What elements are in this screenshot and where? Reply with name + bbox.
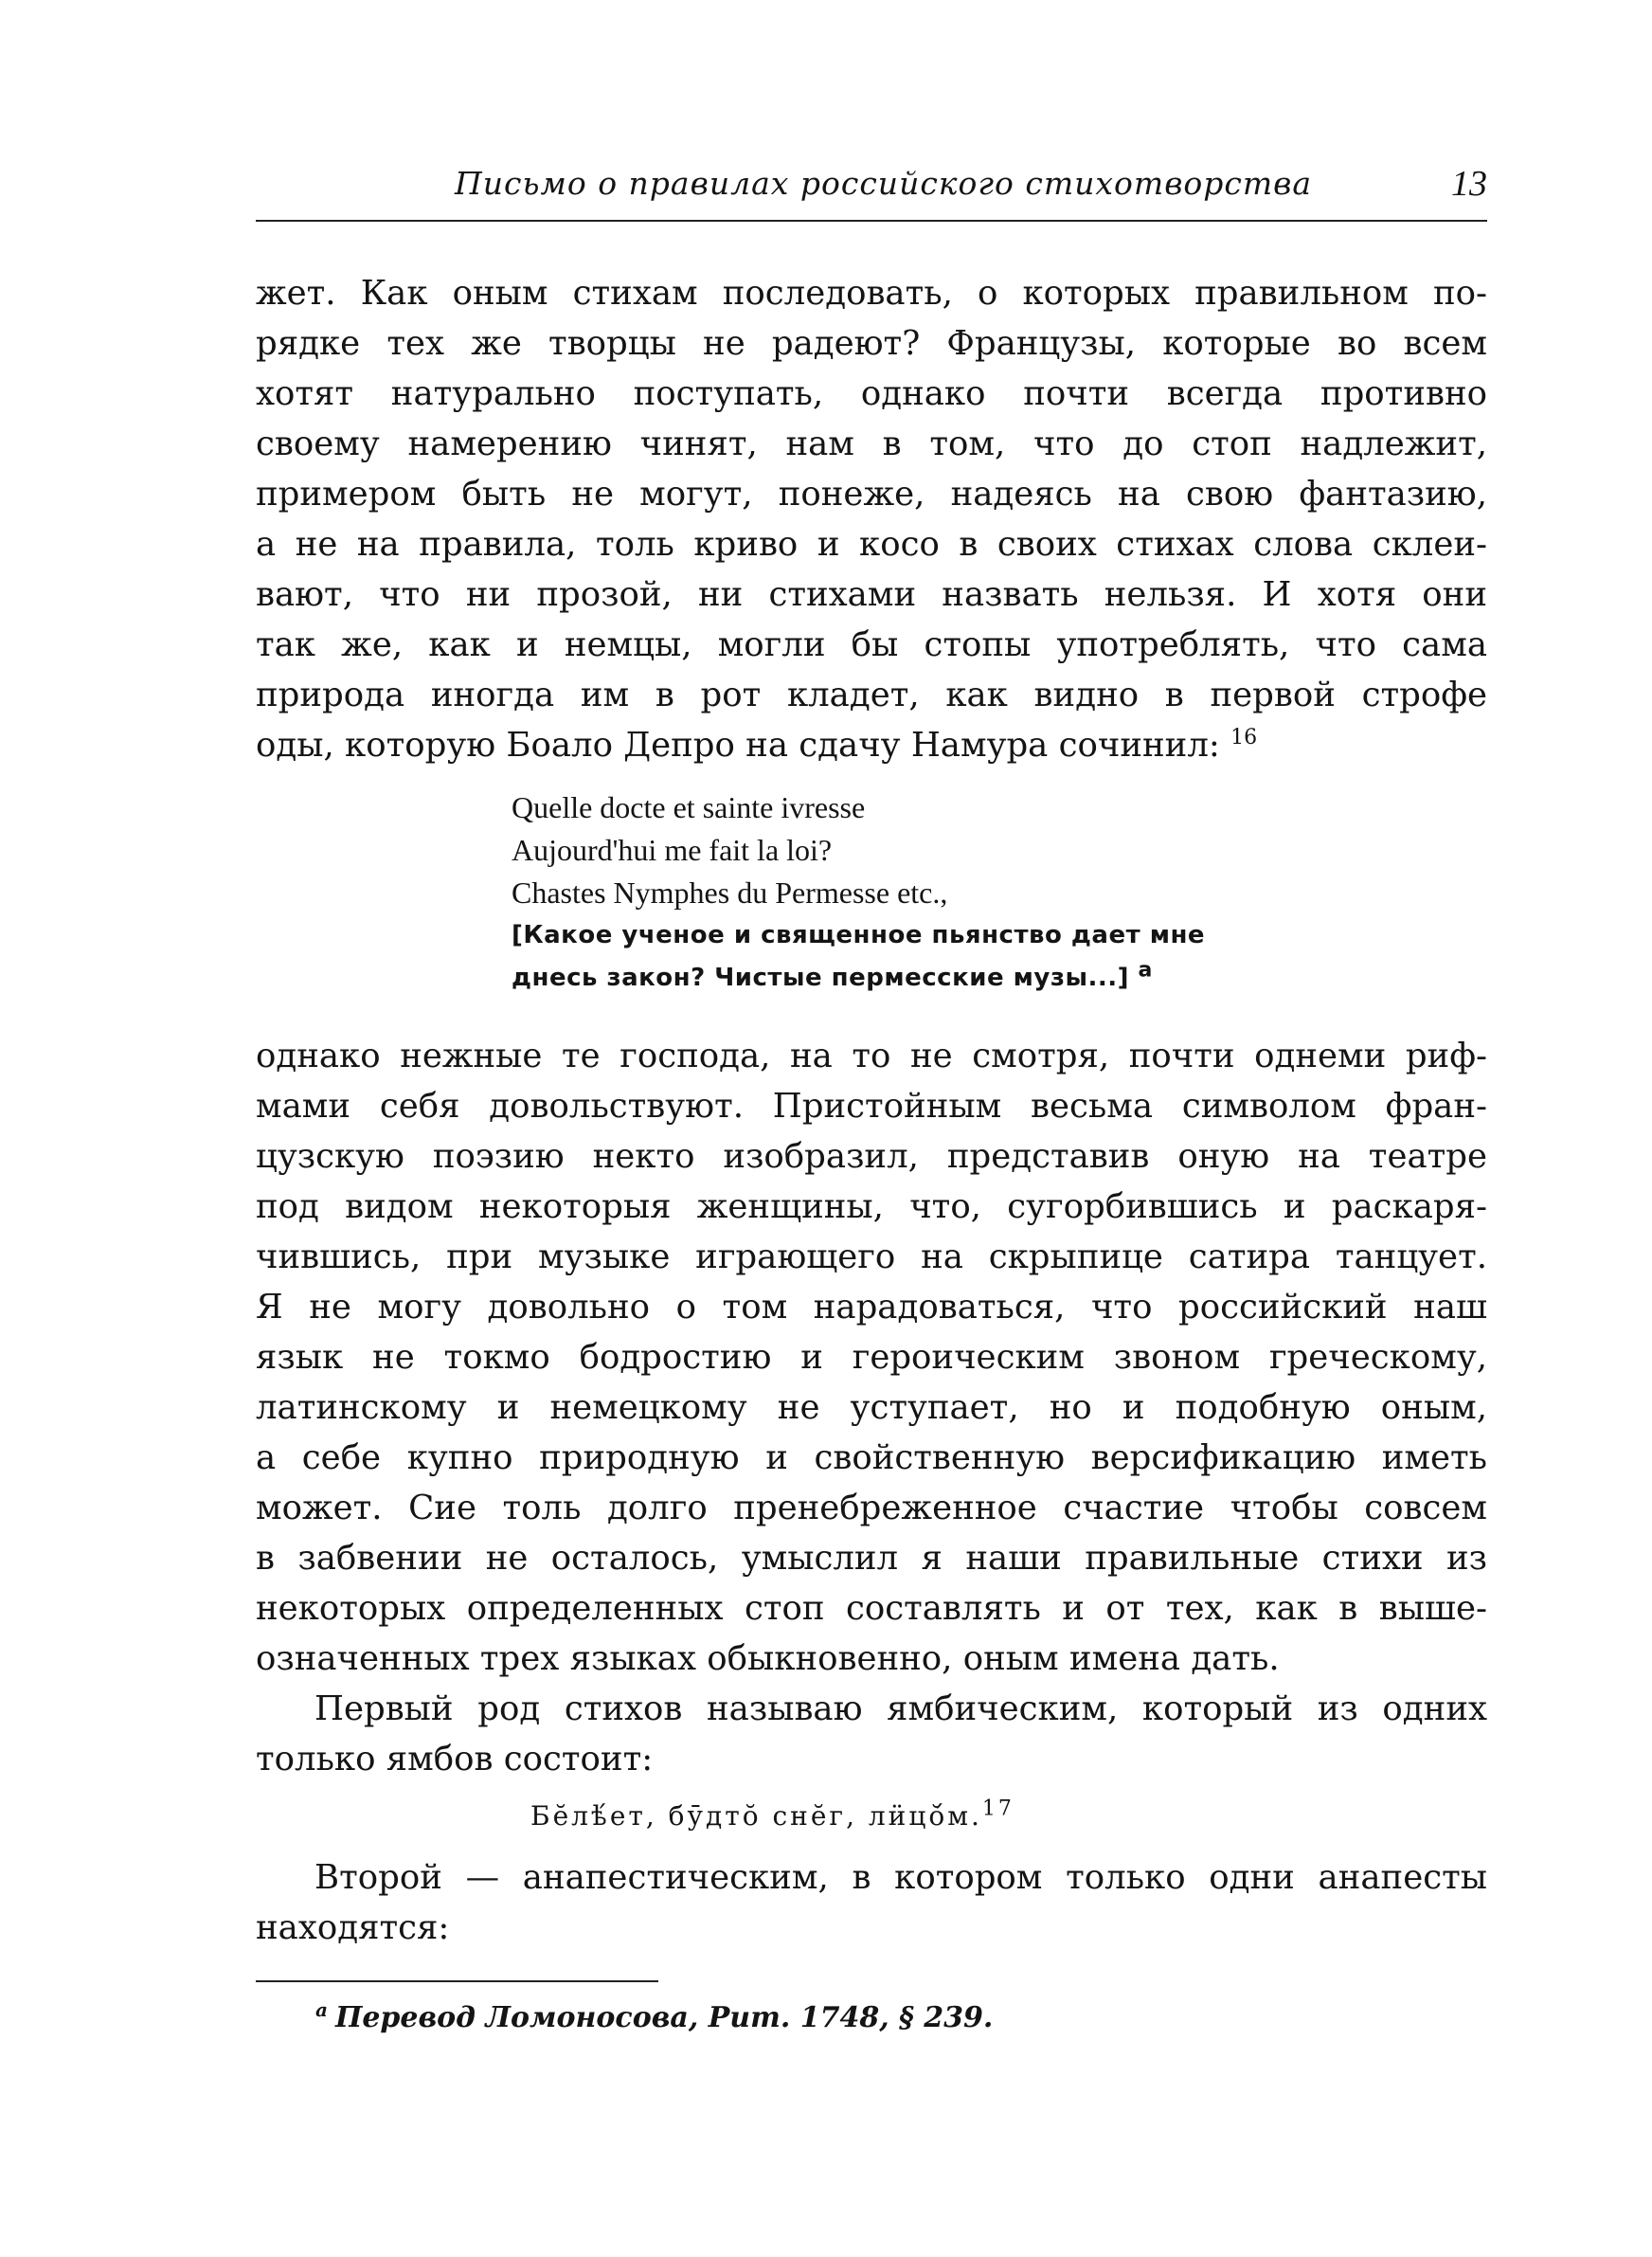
text-line: в забвении не осталось, умыслил я наши правильные стихи из <box>256 1539 1487 1578</box>
text-line: Первый род стихов называю ямбическим, который из одних <box>314 1689 1487 1728</box>
text-line: некоторых определенных стоп составлять и от тех, как в выше- <box>256 1589 1487 1628</box>
quote-line: Aujourd'hui me fait la loi? <box>512 833 833 867</box>
footnote-marker: а <box>315 1998 328 2021</box>
text-line: мами себя довольствуют. Пристойным весьма символом фран- <box>256 1087 1487 1126</box>
translation-line-content: днесь закон? Чистые пермесские музы...] <box>512 964 1129 992</box>
text-line: своему намерению чинят, нам в том, что до стоп надлежит, <box>256 424 1487 463</box>
text-line: только ямбов состоит: <box>256 1740 654 1779</box>
footnote-text: Перевод Ломоносова, Рит. 1748, § 239. <box>334 2001 994 2034</box>
text-line: означенных трех языках обыкновенно, оным имена дать. <box>256 1639 1280 1678</box>
text-line: рядке тех же творцы не радеют? Французы, которые во всем <box>256 324 1487 363</box>
translation-line: [Какое ученое и священное пьянство дает мне <box>512 921 1206 949</box>
text-line: природа иногда им в рот кладет, как видно в первой строфе <box>256 676 1487 714</box>
iambic-example-text: Бӗлѣ́ет, бӯдтŏ снӗг, лӥцŏ́м. <box>530 1800 982 1832</box>
text-line: Второй — анапестическим, в котором только одни анапесты <box>314 1858 1487 1897</box>
text-line-content: оды, которую Боало Депро на сдачу Намура сочинил: <box>256 726 1220 765</box>
paragraph-4 <box>256 1852 1487 1953</box>
text-line: а себе купно природную и свойственную версификацию иметь <box>256 1438 1487 1477</box>
quotation <box>512 786 1269 1000</box>
page-number: 13 <box>1451 164 1487 204</box>
note-ref-17: 17 <box>981 1797 1015 1821</box>
iambic-example <box>530 1797 1015 1832</box>
header-rule <box>256 220 1487 222</box>
text-line: под видом некоторыя женщины, что, сугорбившись и раскаря- <box>256 1187 1487 1226</box>
quote-line: Chastes Nymphes du Permesse etc., <box>512 876 948 910</box>
text-line: язык не токмо бодростию и героическим звоном греческому, <box>256 1338 1487 1377</box>
text-line: вают, что ни прозой, ни стихами назвать нельзя. И хотя они <box>256 575 1487 614</box>
running-head <box>256 161 1487 218</box>
footnote-rule <box>256 1980 658 1982</box>
footnote <box>315 1998 994 2034</box>
text-line: хотят натурально поступать, однако почти всегда противно <box>256 374 1487 413</box>
quote-line: Quelle docte et sainte ivresse <box>512 790 866 824</box>
text-line: чившись, при музыке играющего на скрыпице сатира танцует. <box>256 1237 1487 1276</box>
text-line: однако нежные те господа, на то не смотря, почти однеми риф- <box>256 1037 1487 1075</box>
text-line: цузскую поэзию некто изобразил, представив оную на театре <box>256 1137 1487 1176</box>
text-line: жет. Как оным стихам последовать, о которых правильном по- <box>256 274 1487 313</box>
text-line <box>256 720 1487 770</box>
footnote-marker-a: а <box>1138 958 1153 983</box>
paragraph-1 <box>256 268 1487 770</box>
paragraph-2 <box>256 1031 1487 1784</box>
translation-line <box>512 957 1269 1000</box>
text-line: так же, как и немцы, могли бы стопы употреблять, что сама <box>256 625 1487 664</box>
text-line: находятся: <box>256 1908 450 1947</box>
note-ref-16: 16 <box>1230 726 1258 750</box>
text-line: латинскому и немецкому не уступает, но и подобную оным, <box>256 1388 1487 1427</box>
text-line: примером быть не могут, понеже, надеясь на свою фантазию, <box>256 475 1487 514</box>
text-line: Я не могу довольно о том нарадоваться, что российский наш <box>256 1288 1487 1327</box>
running-title: Письмо о правилах российского стихотворства <box>455 165 1313 202</box>
text-line: а не на правила, толь криво и косо в своих стихах слова склеи- <box>256 525 1487 564</box>
text-line: может. Сие толь долго пренебреженное счастие чтобы совсем <box>256 1489 1487 1527</box>
